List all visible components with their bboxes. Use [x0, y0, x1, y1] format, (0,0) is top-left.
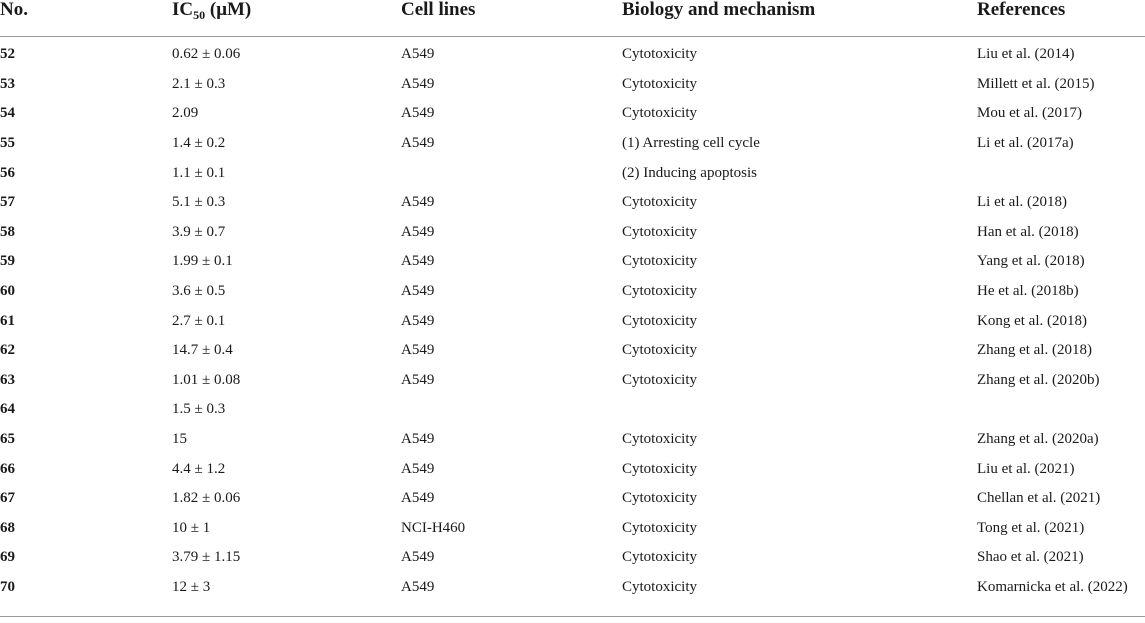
cell-no: 54: [0, 105, 15, 122]
table-row: [0, 218, 1145, 248]
cell-reference: Komarnicka et al. (2022): [977, 578, 1128, 595]
cell-no: 65: [0, 431, 15, 448]
table-row: [0, 129, 1145, 159]
cell-reference: Millett et al. (2015): [977, 75, 1095, 92]
cell-no: 60: [0, 283, 15, 300]
cell-ic50: 2.1 ± 0.3: [172, 75, 226, 92]
cell-biology: Cytotoxicity: [622, 194, 697, 211]
cell-cell-line: A549: [401, 312, 435, 329]
header-no: No.: [0, 0, 172, 37]
header-ic50: [172, 0, 401, 37]
cell-ic50: 3.79 ± 1.15: [172, 549, 241, 566]
cell-ic50: 1.99 ± 0.1: [172, 253, 233, 270]
table-row: [0, 425, 1145, 455]
cell-reference: Zhang et al. (2020b): [977, 371, 1100, 388]
cell-reference: Liu et al. (2021): [977, 460, 1075, 477]
cell-cell-line: A549: [401, 223, 435, 240]
cell-biology: (2) Inducing apoptosis: [622, 164, 757, 181]
cell-biology: [622, 395, 977, 425]
cell-ic50: 1.4 ± 0.2: [172, 135, 226, 152]
table-header: [0, 0, 1145, 37]
cell-no: 69: [0, 549, 15, 566]
cell-no: 55: [0, 135, 15, 152]
cell-cell-line: NCI-H460: [401, 519, 466, 536]
cell-biology: Cytotoxicity: [622, 342, 697, 359]
table-row: [0, 277, 1145, 307]
cell-ic50: 14.7 ± 0.4: [172, 342, 233, 359]
cell-reference: Yang et al. (2018): [977, 253, 1085, 270]
cell-cell-line: A549: [401, 75, 435, 92]
cell-reference: Kong et al. (2018): [977, 312, 1087, 329]
cell-cell-line: [401, 395, 622, 425]
cell-biology: Cytotoxicity: [622, 75, 697, 92]
cell-ic50: 1.5 ± 0.3: [172, 401, 226, 418]
cell-ic50: 1.01 ± 0.08: [172, 371, 241, 388]
cell-biology: Cytotoxicity: [622, 253, 697, 270]
cell-ic50: 3.6 ± 0.5: [172, 283, 226, 300]
cell-cell-line: A549: [401, 253, 435, 270]
cell-no: 57: [0, 194, 15, 211]
table-row: [0, 247, 1145, 277]
header-references: References: [977, 0, 1145, 37]
header-biology: Biology and mechanism: [622, 0, 977, 37]
cell-cell-line: A549: [401, 342, 435, 359]
cell-reference: Zhang et al. (2020a): [977, 431, 1099, 448]
cell-biology: Cytotoxicity: [622, 490, 697, 507]
table-row: [0, 573, 1145, 603]
cell-cell-line: A549: [401, 371, 435, 388]
table-row: [0, 70, 1145, 100]
table-row: [0, 158, 1145, 188]
cell-ic50: 12 ± 3: [172, 578, 211, 595]
cell-cell-line: A549: [401, 460, 435, 477]
cell-reference: Zhang et al. (2018): [977, 342, 1092, 359]
cell-biology: Cytotoxicity: [622, 431, 697, 448]
cell-cell-line: A549: [401, 194, 435, 211]
header-ic50-label: IC: [172, 0, 194, 20]
cell-ic50: 1.1 ± 0.1: [172, 164, 226, 181]
cell-reference: Mou et al. (2017): [977, 105, 1082, 122]
cell-no: 70: [0, 578, 15, 595]
cell-no: 64: [0, 401, 15, 418]
cell-biology: Cytotoxicity: [622, 283, 697, 300]
cell-no: 66: [0, 460, 15, 477]
table-row: [0, 188, 1145, 218]
cell-cell-line: A549: [401, 135, 435, 152]
bottom-rule: [0, 616, 1145, 617]
cell-cell-line: A549: [401, 549, 435, 566]
cell-reference: Li et al. (2018): [977, 194, 1067, 211]
cell-biology: Cytotoxicity: [622, 312, 697, 329]
cell-biology: (1) Arresting cell cycle: [622, 135, 760, 152]
cell-ic50: 0.62 ± 0.06: [172, 46, 241, 63]
cell-no: 52: [0, 46, 15, 63]
table-row: [0, 454, 1145, 484]
cell-no: 53: [0, 75, 15, 92]
cell-reference: Shao et al. (2021): [977, 549, 1084, 566]
cell-biology: Cytotoxicity: [622, 578, 697, 595]
table-row: [0, 514, 1145, 544]
cell-no: 59: [0, 253, 15, 270]
cell-no: 62: [0, 342, 15, 359]
cell-reference: Li et al. (2017a): [977, 135, 1074, 152]
cell-biology: Cytotoxicity: [622, 371, 697, 388]
cell-cell-line: [401, 158, 622, 188]
cell-biology: Cytotoxicity: [622, 549, 697, 566]
cell-no: 68: [0, 519, 15, 536]
cell-no: 58: [0, 223, 15, 240]
cell-cell-line: A549: [401, 431, 435, 448]
header-ic50-subscript: 50: [193, 8, 206, 22]
cell-no: 63: [0, 371, 15, 388]
cell-ic50: 3.9 ± 0.7: [172, 223, 226, 240]
cell-no: 67: [0, 490, 15, 507]
table-row: [0, 366, 1145, 396]
cell-ic50: 1.82 ± 0.06: [172, 490, 241, 507]
cell-biology: Cytotoxicity: [622, 460, 697, 477]
table-row: [0, 37, 1145, 70]
header-cell-lines: Cell lines: [401, 0, 622, 37]
cell-ic50: 2.7 ± 0.1: [172, 312, 226, 329]
cell-reference: Han et al. (2018): [977, 223, 1079, 240]
table-row: [0, 336, 1145, 366]
cell-no: 56: [0, 164, 15, 181]
cell-cell-line: A549: [401, 283, 435, 300]
cell-reference: Liu et al. (2014): [977, 46, 1075, 63]
cell-biology: Cytotoxicity: [622, 519, 697, 536]
cell-ic50: 15: [172, 431, 187, 448]
cell-no: 61: [0, 312, 15, 329]
table-row: [0, 99, 1145, 129]
cell-cell-line: A549: [401, 105, 435, 122]
cell-biology: Cytotoxicity: [622, 105, 697, 122]
cell-reference: [977, 395, 1145, 425]
header-row: [0, 0, 1145, 37]
table-body: [0, 37, 1145, 603]
cell-biology: Cytotoxicity: [622, 46, 697, 63]
cell-ic50: 10 ± 1: [172, 519, 211, 536]
cell-ic50: 2.09: [172, 105, 199, 122]
header-ic50-unit: (μM): [209, 0, 252, 20]
cell-reference: He et al. (2018b): [977, 283, 1079, 300]
cell-biology: Cytotoxicity: [622, 223, 697, 240]
cell-ic50: 5.1 ± 0.3: [172, 194, 226, 211]
cell-reference: Tong et al. (2021): [977, 519, 1085, 536]
table-row: [0, 543, 1145, 573]
cell-cell-line: A549: [401, 578, 435, 595]
table-row: [0, 306, 1145, 336]
table-row: [0, 484, 1145, 514]
cell-reference: Chellan et al. (2021): [977, 490, 1101, 507]
cell-ic50: 4.4 ± 1.2: [172, 460, 226, 477]
table-row: [0, 395, 1145, 425]
cell-cell-line: A549: [401, 46, 435, 63]
cell-reference: [977, 158, 1145, 188]
cell-cell-line: A549: [401, 490, 435, 507]
